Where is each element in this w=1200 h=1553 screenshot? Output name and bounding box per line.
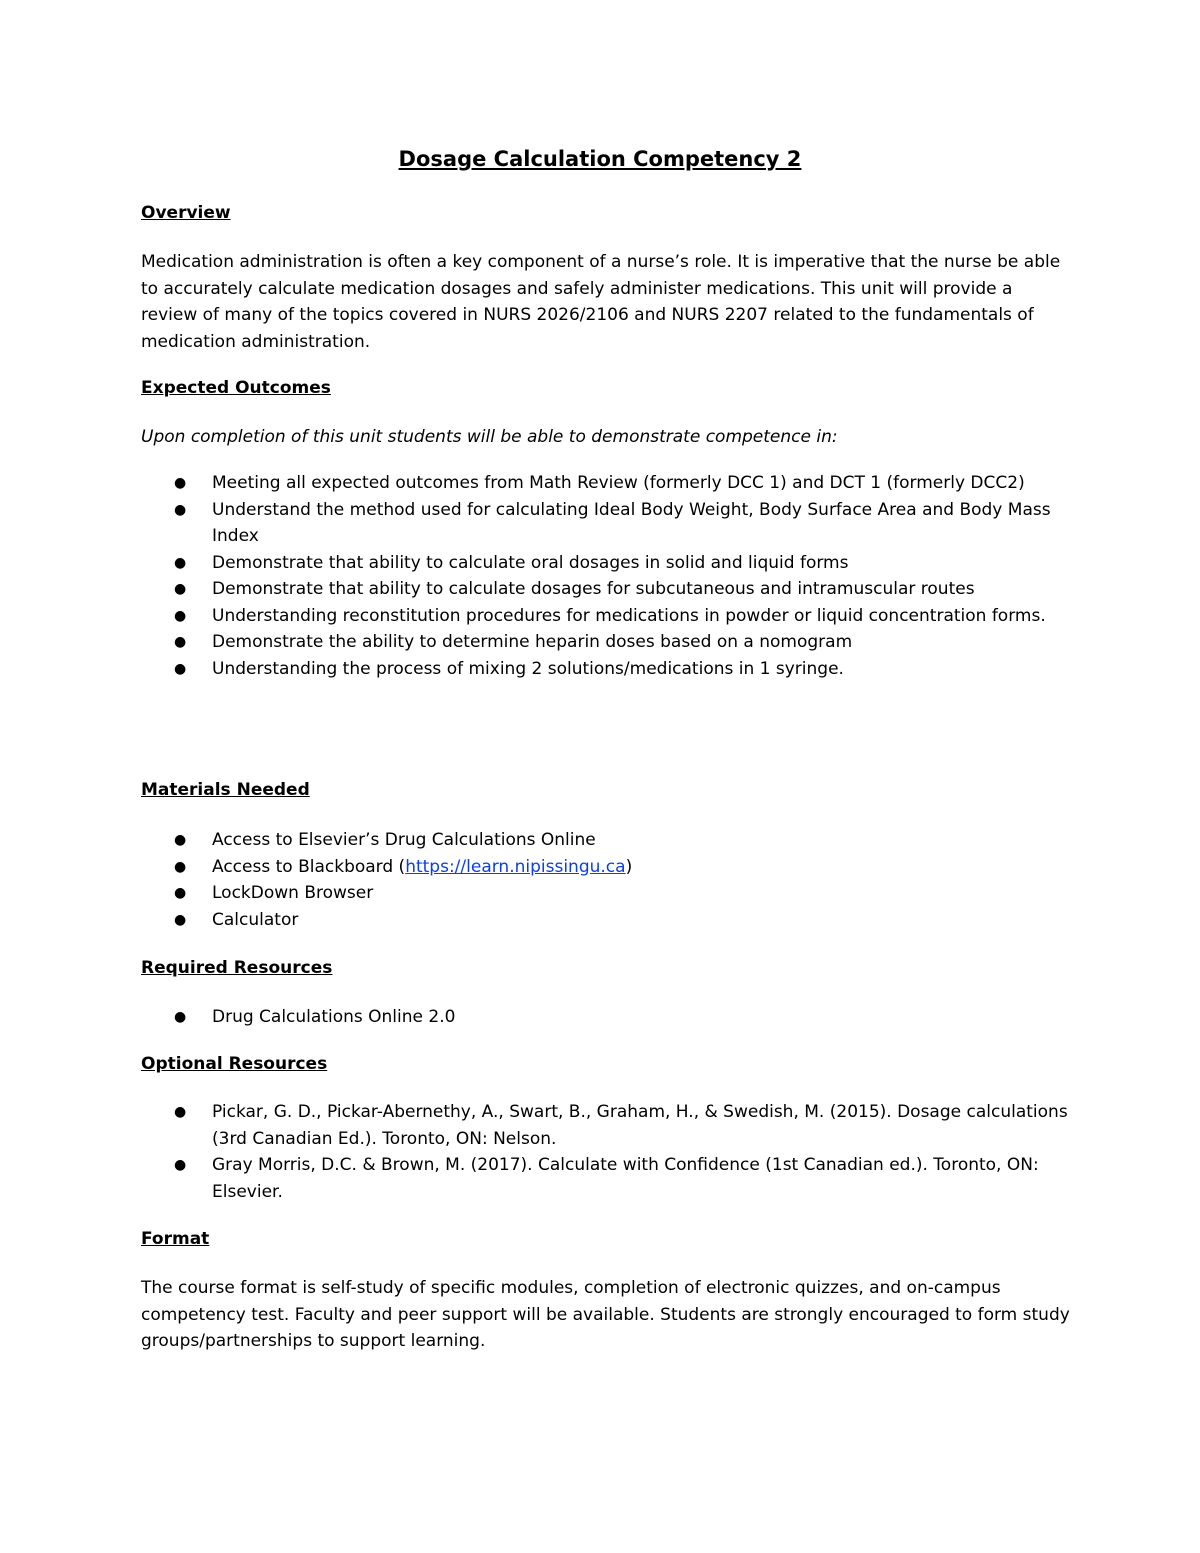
optional-resources-list: [0, 1099, 1082, 1205]
overview-heading: Overview: [141, 203, 231, 223]
list-item: ● Demonstrate the ability to determine heparin doses based on a nomogram: [0, 629, 1082, 656]
bullet-icon: ●: [174, 581, 187, 597]
bullet-icon: ●: [174, 885, 187, 901]
bullet-icon: ●: [174, 554, 187, 571]
list-item: ● Drug Calculations Online 2.0: [0, 1004, 1082, 1031]
expected-outcomes-heading: Expected Outcomes: [141, 378, 331, 398]
document-title: Dosage Calculation Competency 2: [398, 147, 802, 171]
overview-paragraph: Medication administration is often a key component of a nurse’s role. It is imperative that the nurse be able to accurately calculate medication dosages and safely administer medications. This unit will provide a review of many of the topics covered in NURS 2026/2106 and NURS 2207 related to the fundamentals of medication administration.: [141, 252, 1061, 352]
blackboard-link[interactable]: https://learn.nipissingu.ca: [405, 856, 626, 877]
bullet-icon: ●: [174, 607, 187, 624]
outcomes-list: [0, 470, 1082, 682]
bullet-icon: ●: [174, 1009, 187, 1025]
format-paragraph: The course format is self-study of specific modules, completion of electronic quizzes, and on-campus competency test. Faculty and peer support will be available. Students are strongly encouraged to form study groups/partnerships to support learning.: [141, 1278, 1070, 1351]
bullet-icon: ●: [174, 858, 187, 875]
materials-list: [0, 827, 1082, 933]
list-item: ● Understanding the process of mixing 2 solutions/medications in 1 syringe.: [0, 656, 1082, 683]
optional-resources-heading: Optional Resources: [141, 1054, 328, 1074]
required-resources-list: [0, 1004, 1082, 1031]
bullet-icon: ●: [174, 501, 187, 518]
bullet-icon: ●: [174, 475, 187, 491]
bullet-icon: ●: [174, 911, 187, 928]
list-item: ● Demonstrate that ability to calculate dosages for subcutaneous and intramuscular routes: [0, 576, 1082, 603]
bullet-icon: ●: [174, 1157, 187, 1173]
list-item: ● LockDown Browser: [0, 880, 1082, 907]
bullet-icon: ●: [174, 660, 187, 677]
list-item: ● Meeting all expected outcomes from Math Review (formerly DCC 1) and DCT 1 (formerly DCC2): [0, 470, 1082, 497]
list-item: ● Calculator: [0, 907, 1082, 934]
list-item: ● Access to Blackboard (https://learn.nipissingu.ca): [0, 854, 1082, 881]
outcomes-intro: Upon completion of this unit students will be able to demonstrate competence in:: [141, 427, 838, 447]
list-item: ● Understand the method used for calculating Ideal Body Weight, Body Surface Area and Body Mass Index: [0, 497, 1082, 550]
bullet-icon: ●: [174, 1104, 187, 1120]
list-item: ● Pickar, G. D., Pickar-Abernethy, A., Swart, B., Graham, H., & Swedish, M. (2015). Dosage calculations (3rd Canadian Ed.). Toronto, ON: Nelson.: [0, 1099, 1082, 1152]
format-heading: Format: [141, 1229, 210, 1249]
list-item: ● Understanding reconstitution procedures for medications in powder or liquid concentration forms.: [0, 603, 1082, 630]
list-item: ● Demonstrate that ability to calculate oral dosages in solid and liquid forms: [0, 550, 1082, 577]
list-item: ● Access to Elsevier’s Drug Calculations Online: [0, 827, 1082, 854]
bullet-icon: ●: [174, 832, 187, 848]
bullet-icon: ●: [174, 634, 187, 650]
required-resources-heading: Required Resources: [141, 958, 333, 978]
materials-needed-heading: Materials Needed: [141, 780, 310, 800]
list-item: ● Gray Morris, D.C. & Brown, M. (2017). Calculate with Confidence (1st Canadian ed.). Toronto, ON: Elsevier.: [0, 1152, 1082, 1205]
